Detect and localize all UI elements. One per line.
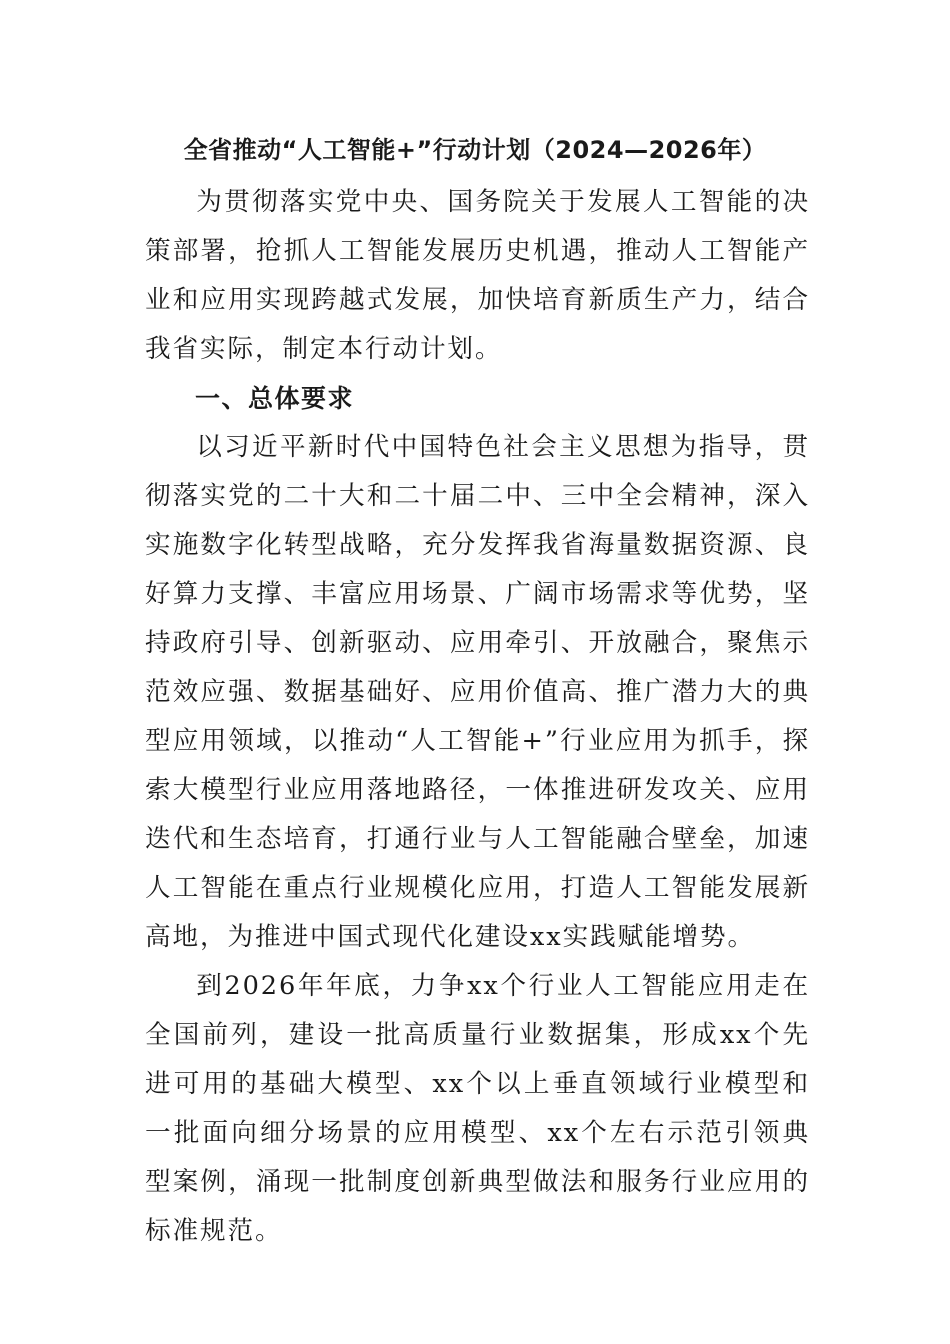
document-body xyxy=(145,178,810,1256)
section-heading: 一、总体要求 xyxy=(195,384,355,413)
body-paragraph: 到2026年年底，力争xx个行业人工智能应用走在全国前列，建设一批高质量行业数据集，形成xx个先进可用的基础大模型、xx个以上垂直领域行业模型和一批面向细分场景的应用模型、xx个左右示范引领典型案例，涌现一批制度创新典型做法和服务行业应用的标准规范。 xyxy=(145,971,810,1246)
document-title: 全省推动“人工智能+”行动计划（2024—2026年） xyxy=(183,136,767,164)
body-paragraph: 以习近平新时代中国特色社会主义思想为指导，贯彻落实党的二十大和二十届二中、三中全会精神，深入实施数字化转型战略，充分发挥我省海量数据资源、良好算力支撑、丰富应用场景、广阔市场需求等优势，坚持政府引导、创新驱动、应用牵引、开放融合，聚焦示范效应强、数据基础好、应用价值高、推广潜力大的典型应用领域，以推动“人工智能+”行业应用为抓手，探索大模型行业应用落地路径，一体推进研发攻关、应用迭代和生态培育，打通行业与人工智能融合壁垒，加速人工智能在重点行业规模化应用，打造人工智能发展新高地，为推进中国式现代化建设xx实践赋能增势。 xyxy=(145,432,810,952)
intro-paragraph: 为贯彻落实党中央、国务院关于发展人工智能的决策部署，抢抓人工智能发展历史机遇，推动人工智能产业和应用实现跨越式发展，加快培育新质生产力，结合我省实际，制定本行动计划。 xyxy=(145,187,810,364)
